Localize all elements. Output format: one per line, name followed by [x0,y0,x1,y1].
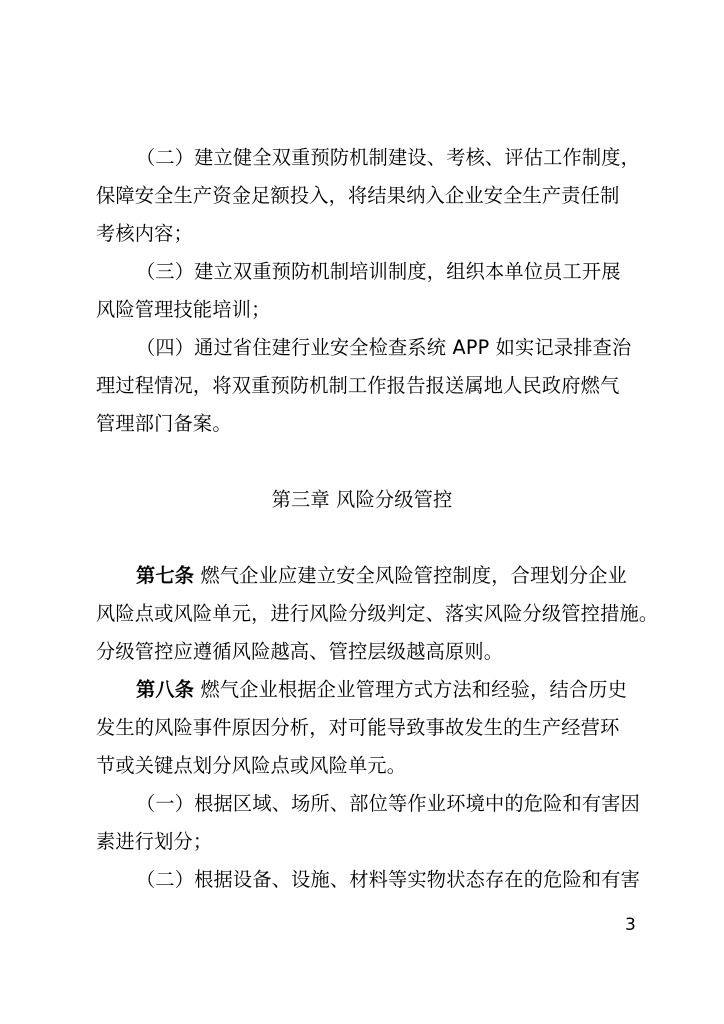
paragraph-line: （一）根据区域、场所、部位等作业环境中的危险和有害因 [136,792,641,815]
paragraph-line: 素进行划分； [96,830,213,853]
paragraph-line: 考核内容； [96,222,193,245]
paragraph-line: 风险管理技能培训； [96,298,271,321]
paragraph-line: 风险点或风险单元，进行风险分级判定、落实风险分级管控措施。 [96,602,659,625]
paragraph-line: （二）建立健全双重预防机制建设、考核、评估工作制度， [136,146,641,169]
article-8-line-1 [136,678,627,702]
paragraph-line: 发生的风险事件原因分析，对可能导致事故发生的生产经营环 [96,716,620,739]
article-8-text: 燃气企业根据企业管理方式方法和经验，结合历史 [200,678,628,701]
paragraph-line: 分级管控应遵循风险越高、管控层级越高原则。 [96,640,504,663]
paragraph-line: （三）建立双重预防机制培训制度，组织本单位员工开展 [136,260,621,283]
article-7-label: 第七条 [136,564,195,587]
article-7-text: 燃气企业应建立安全风险管控制度，合理划分企业 [200,564,628,587]
page-number: 3 [624,915,636,935]
paragraph-line: （二）根据设备、设施、材料等实物状态存在的危险和有害 [136,868,641,891]
paragraph-line: 保障安全生产资金足额投入，将结果纳入企业安全生产责任制 [96,184,620,207]
paragraph-line: 节或关键点划分风险点或风险单元。 [96,754,407,777]
chapter-title: 第三章 风险分级管控 [271,488,453,511]
paragraph-line: 管理部门备案。 [96,412,232,435]
article-7-line-1 [136,564,627,588]
paragraph-line: 理过程情况，将双重预防机制工作报告报送属地人民政府燃气 [96,374,620,397]
article-8-label: 第八条 [136,678,195,701]
paragraph-line: （四）通过省住建行业安全检查系统 APP 如实记录排查治 [136,336,632,359]
